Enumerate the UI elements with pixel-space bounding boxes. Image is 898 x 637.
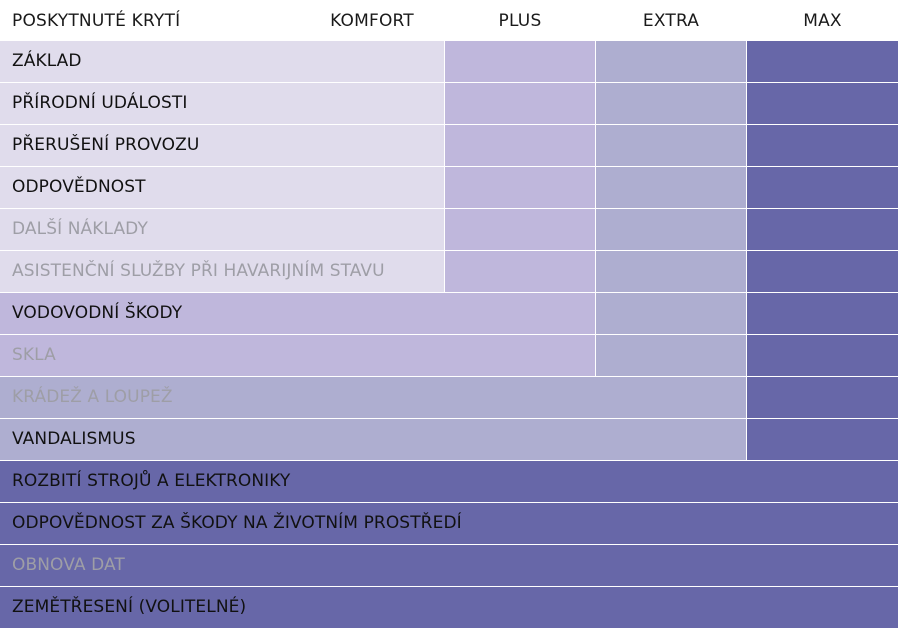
coverage-cell-extra xyxy=(596,293,746,334)
coverage-row-label: ASISTENČNÍ SLUŽBY PŘI HAVARIJNÍM STAVU xyxy=(12,261,385,281)
coverage-cell-extra xyxy=(596,251,746,292)
coverage-row xyxy=(0,167,898,209)
coverage-cell-plus xyxy=(445,251,595,292)
coverage-title: POSKYTNUTÉ KRYTÍ xyxy=(12,11,181,31)
column-header-plus: PLUS xyxy=(498,11,542,31)
column-header-extra: EXTRA xyxy=(642,11,700,31)
coverage-row-label: ZÁKLAD xyxy=(12,51,82,71)
coverage-row-label: VODOVODNÍ ŠKODY xyxy=(12,303,183,323)
coverage-row-label: PŘÍRODNÍ UDÁLOSTI xyxy=(12,93,188,113)
coverage-cell-plus xyxy=(445,83,595,124)
coverage-cell-max xyxy=(747,251,898,292)
coverage-rows xyxy=(0,41,898,629)
coverage-cell-max xyxy=(747,377,898,418)
coverage-row xyxy=(0,83,898,125)
coverage-cell-max xyxy=(747,125,898,166)
coverage-row-label: OBNOVA DAT xyxy=(12,555,125,575)
coverage-row xyxy=(0,335,898,377)
coverage-cell-max xyxy=(747,41,898,82)
coverage-cell-max xyxy=(747,335,898,376)
column-header-max: MAX xyxy=(803,11,842,31)
coverage-row xyxy=(0,293,898,335)
coverage-row xyxy=(0,125,898,167)
coverage-cell-max xyxy=(747,293,898,334)
coverage-cell-plus xyxy=(445,125,595,166)
coverage-row xyxy=(0,377,898,419)
coverage-cell-plus xyxy=(445,209,595,250)
coverage-cell-extra xyxy=(596,209,746,250)
coverage-cell-extra xyxy=(596,41,746,82)
coverage-cell-plus xyxy=(445,167,595,208)
coverage-cell-plus xyxy=(445,41,595,82)
coverage-row xyxy=(0,209,898,251)
coverage-row-label: ROZBITÍ STROJŮ A ELEKTRONIKY xyxy=(12,471,291,491)
coverage-cell-extra xyxy=(596,83,746,124)
coverage-cell-max xyxy=(747,209,898,250)
coverage-row xyxy=(0,251,898,293)
coverage-row-label: SKLA xyxy=(12,345,56,365)
coverage-cell-extra xyxy=(596,335,746,376)
coverage-row xyxy=(0,419,898,461)
coverage-cell-extra xyxy=(596,167,746,208)
coverage-cell-extra xyxy=(596,125,746,166)
coverage-cell-max xyxy=(747,167,898,208)
coverage-row-label: ODPOVĚDNOST ZA ŠKODY NA ŽIVOTNÍM PROSTŘEDÍ xyxy=(12,513,462,533)
coverage-row xyxy=(0,461,898,503)
coverage-table-header xyxy=(0,0,898,41)
coverage-row-label: DALŠÍ NÁKLADY xyxy=(12,219,148,239)
coverage-cell-plus xyxy=(0,335,595,376)
coverage-row-label: ODPOVĚDNOST xyxy=(12,177,146,197)
coverage-row-label: KRÁDEŽ A LOUPEŽ xyxy=(12,387,173,407)
coverage-row-label: VANDALISMUS xyxy=(12,429,136,449)
coverage-cell-max xyxy=(0,545,898,586)
coverage-row-label: PŘERUŠENÍ PROVOZU xyxy=(12,135,200,155)
coverage-cell-max xyxy=(747,83,898,124)
coverage-row xyxy=(0,503,898,545)
coverage-row xyxy=(0,41,898,83)
coverage-row xyxy=(0,587,898,629)
coverage-row xyxy=(0,545,898,587)
coverage-cell-max xyxy=(747,419,898,460)
column-header-komfort: KOMFORT xyxy=(330,11,414,31)
coverage-row-label: ZEMĚTŘESENÍ (VOLITELNÉ) xyxy=(12,597,247,617)
